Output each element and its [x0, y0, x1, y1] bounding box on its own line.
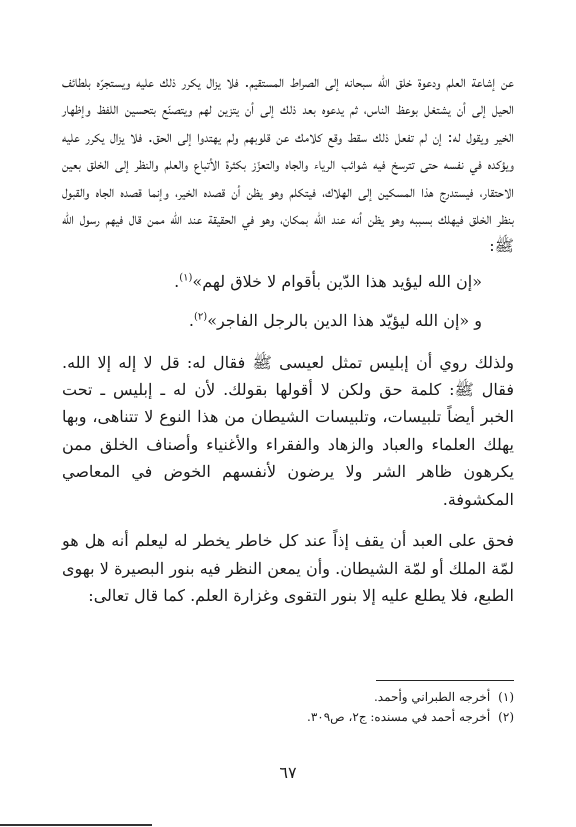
footnote-text: أخرجه أحمد في مسنده: ج٢، ص٣٠٩.	[307, 710, 491, 724]
paragraph-1: عن إشاعة العلم ودعوة خلق الله سبحانه إلى الصراط المستقيم. فلا يزال يكرر ذلك عليه ويستجرّه بلطائف الحيل إلى أن يشتغل بوعظ الناس، ثم يدعوه بعد ذلك إلى أن يتزين لهم ويتصنّع بتحسين اللفظ وإظهار الخير ويقول له: إن لم تفعل ذلك سقط وقع كلامك عن قلوبهم ولم يهتدوا إلى الحق. فلا يزال يكرر عليه ويؤكده في نفسه حتى تترسخ فيه شوائب الرياء والجاه والتعزّز بكثرة الأتباع والعلم والنظر إلى الخلق بعين الاحتقار، فيستدرج هذا المسكين إلى الهلاك، فيتكلم وهو يظن أن قصده الخير، وإنما قصده الجاه والقبول بنظر الخلق فيهلك بسببه وهو يظن أنه عند الله بمكان، وهو في الحقيقة عند الله ممن قال فيهم رسول الله ﷺ:	[62, 72, 514, 256]
footnote-number: (١)	[498, 690, 514, 704]
footnote-text: أخرجه الطبراني وأحمد.	[373, 690, 491, 704]
hadith-quote-2	[62, 307, 514, 334]
quote-text: «إن الله ليؤيد هذا الدّين بأقوام لا خلاق لهم»	[192, 271, 482, 291]
footnote-divider	[376, 680, 514, 681]
quote-text: إن الله ليؤيّد هذا الدين بالرجل الفاجر»	[207, 311, 460, 331]
paragraph-2: ولذلك روي أن إبليس تمثل لعيسى ﷺ فقال له: قل لا إله إلا الله. فقال ﷺ: كلمة حق ولكن لا أقولها بقولك. لأن له ـ إبليس ـ تحت الخبر أيضاً تلبيسات، وتلبيسات الشيطان من هذا النوع لا تتناهى، وبها يهلك العلماء والعباد والزهاد والفقراء والأغنياء وأصناف الخلق ممن يكرهون ظاهر الشر ولا يرضون لأنفسهم الخوض في المعاصي المكشوفة.	[62, 352, 514, 509]
footnote-ref: (٢)	[194, 311, 208, 323]
main-text	[62, 68, 514, 609]
footnote-1	[62, 687, 514, 707]
footnote-number: (٢)	[498, 710, 514, 724]
paragraph-3: فحق على العبد أن يقف إذاً عند كل خاطر يخطر له ليعلم أنه هل هو لمّة الملك أو لمّة الشيطان. وأن يمعن النظر فيه بنور البصيرة لا بهوى الطبع، فلا يطلع عليه إلا بنور التقوى وغزارة العلم. كما قال تعالى:	[62, 531, 514, 605]
quote-end: .	[174, 271, 180, 291]
quote-prefix: و «	[459, 311, 482, 331]
quote-end: .	[188, 311, 194, 331]
footnote-2	[62, 707, 514, 727]
footnote-ref: (١)	[179, 272, 193, 284]
footnotes	[62, 687, 514, 727]
page-number: ٦٧	[279, 763, 297, 782]
bottom-edge-line	[0, 824, 152, 826]
hadith-quote-1	[62, 268, 514, 295]
